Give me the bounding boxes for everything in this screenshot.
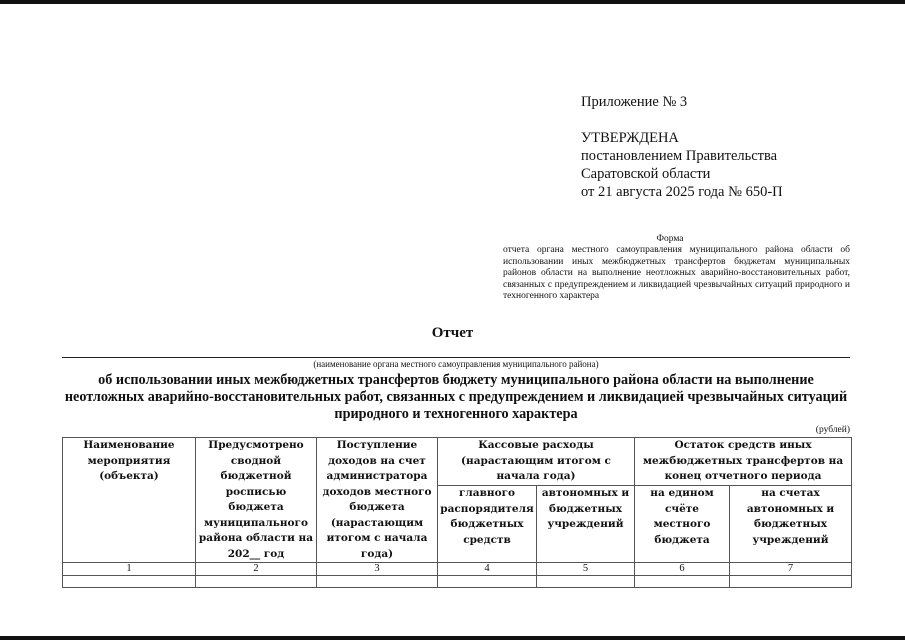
scan-border-top xyxy=(0,0,905,4)
org-name-caption: (наименование органа местного самоуправления муниципального района) xyxy=(313,359,599,369)
form-label: Форма xyxy=(656,234,684,244)
report-title: Отчет xyxy=(431,325,474,341)
approval-line: от 21 августа 2025 года № 650-П xyxy=(581,184,783,200)
header-chief-manager: главного распорядителя бюджетных средств xyxy=(438,486,537,563)
column-number: 6 xyxy=(635,563,730,576)
approval-block xyxy=(581,129,783,201)
report-subject: об использовании иных межбюджетных трансфертов бюджету муниципального района области на выполнение неотложных аварийно-восстановительных работ, связанных с предупреждением и ликвидацией чрезвычайных ситуаций природного и техногенного характера xyxy=(64,372,848,422)
approval-line: постановлением Правительства xyxy=(581,148,778,164)
report-table xyxy=(62,437,852,588)
column-number: 5 xyxy=(537,563,635,576)
appendix-number: Приложение № 3 xyxy=(581,94,688,110)
header-revenue-received: Поступление доходов на счет администратора доходов местного бюджета (нарастающим итогом с начала года) xyxy=(317,438,438,563)
form-description: отчета органа местного самоуправления муниципального района области об использовании иных межбюджетных трансфертов бюджетам муниципальных районов области на выполнение неотложных аварийно-восстановительных работ, связанных с предупреждением и ликвидацией чрезвычайных ситуаций природного и техногенного характера xyxy=(503,245,850,301)
header-autonomous-institutions: автономных и бюджетных учреждений xyxy=(537,486,635,563)
table-cell xyxy=(537,576,635,588)
table-cell xyxy=(635,576,730,588)
units-label: (рублей) xyxy=(815,425,850,435)
org-name-fill-line xyxy=(62,357,850,358)
column-number: 2 xyxy=(196,563,317,576)
scan-border-bottom xyxy=(0,636,905,640)
header-cash-expenses: Кассовые расходы (нарастающим итогом с начала года) xyxy=(438,438,635,486)
column-number: 4 xyxy=(438,563,537,576)
table-cell xyxy=(63,576,196,588)
table-cell xyxy=(730,576,852,588)
approval-title: УТВЕРЖДЕНА xyxy=(581,130,679,146)
header-planned-budget: Предусмотрено сводной бюджетной росписью бюджета муниципального района области на 202__ год xyxy=(196,438,317,563)
column-number: 3 xyxy=(317,563,438,576)
table-cell xyxy=(438,576,537,588)
table-header-row xyxy=(63,438,852,486)
table-cell xyxy=(317,576,438,588)
header-event-name: Наименование мероприятия (объекта) xyxy=(63,438,196,563)
column-number: 7 xyxy=(730,563,852,576)
header-remaining-balance: Остаток средств иных межбюджетных трансфертов на конец отчетного периода xyxy=(635,438,852,486)
approval-line: Саратовской области xyxy=(581,166,711,182)
header-single-account: на едином счёте местного бюджета xyxy=(635,486,730,563)
column-number: 1 xyxy=(63,563,196,576)
column-numbers-row xyxy=(63,563,852,576)
table-cell xyxy=(196,576,317,588)
table-row xyxy=(63,576,852,588)
header-institution-accounts: на счетах автономных и бюджетных учреждений xyxy=(730,486,852,563)
